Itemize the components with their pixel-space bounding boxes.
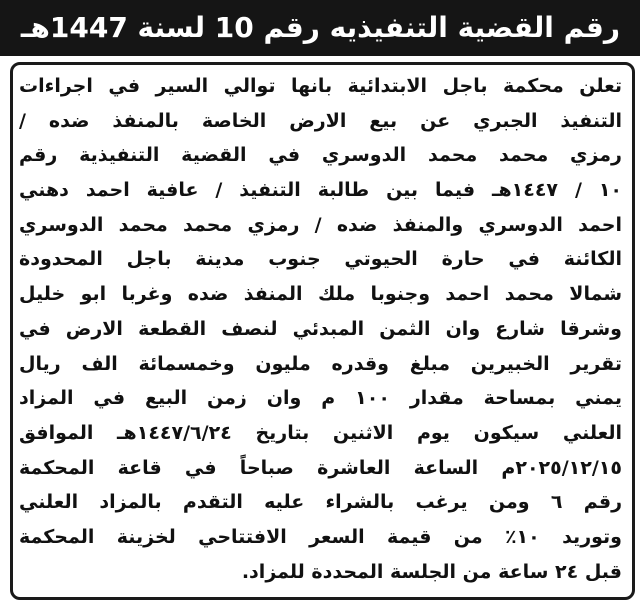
body-line-10: يمني بمساحة مقدار ١٠٠ م وان زمن البيع في المزاد: [19, 387, 622, 410]
body-line-1: تعلن محكمة باجل الابتدائية بانها توالي السير في اجراءات: [19, 75, 622, 97]
body-line-8: وشرقا شارع وان الثمن المبدئي لنصف القطعة الارض في: [19, 317, 622, 340]
body-line-5: احمد الدوسري والمنفذ ضده / رمزي محمد محمد الدوسري: [19, 213, 622, 236]
body-line-14: وتوريد ١٠٪ من قيمة السعر الافتتاحي لخزينة المحكمة: [19, 525, 622, 548]
body-line-3: رمزي محمد محمد الدوسري في القضية التنفيذية رقم: [19, 144, 622, 167]
body-line-15: قبل ٢٤ ساعة من الجلسة المحددة للمزاد.: [241, 560, 622, 583]
body-line-4: ١٠ / ١٤٤٧هـ فيما بين طالبة التنفيذ / عافية احمد دهني: [19, 179, 622, 202]
body-line-7: شمالا محمد احمد وجنوبا ملك المنفذ ضده وغربا ابو خليل: [19, 283, 622, 306]
body-line-12: ٢٠٢٥/١٢/١٥م الساعة العاشرة صباحاً في قاعة المحكمة: [19, 456, 622, 479]
body-line-6: الكائنة في حارة الحيوتي جنوب مدينة باجل المحدودة: [19, 248, 622, 271]
notice-title: رقم القضية التنفيذيه رقم 10 لسنة 1447هـ: [0, 0, 640, 56]
body-line-2: التنفيذ الجبري عن بيع الارض الخاصة بالمنفذ ضده /: [19, 109, 622, 132]
body-line-11: العلني سيكون يوم الاثنين بتاريخ ١٤٤٧/٦/٢٤هـ الموافق: [19, 421, 622, 444]
notice-frame: [10, 62, 635, 600]
notice-body: [19, 69, 622, 589]
body-line-9: تقرير الخبيرين مبلغ وقدره مليون وخمسمائة الف ريال: [19, 352, 622, 375]
body-line-13: رقم ٦ ومن يرغب بالشراء عليه التقدم بالمزاد العلني: [19, 491, 622, 514]
